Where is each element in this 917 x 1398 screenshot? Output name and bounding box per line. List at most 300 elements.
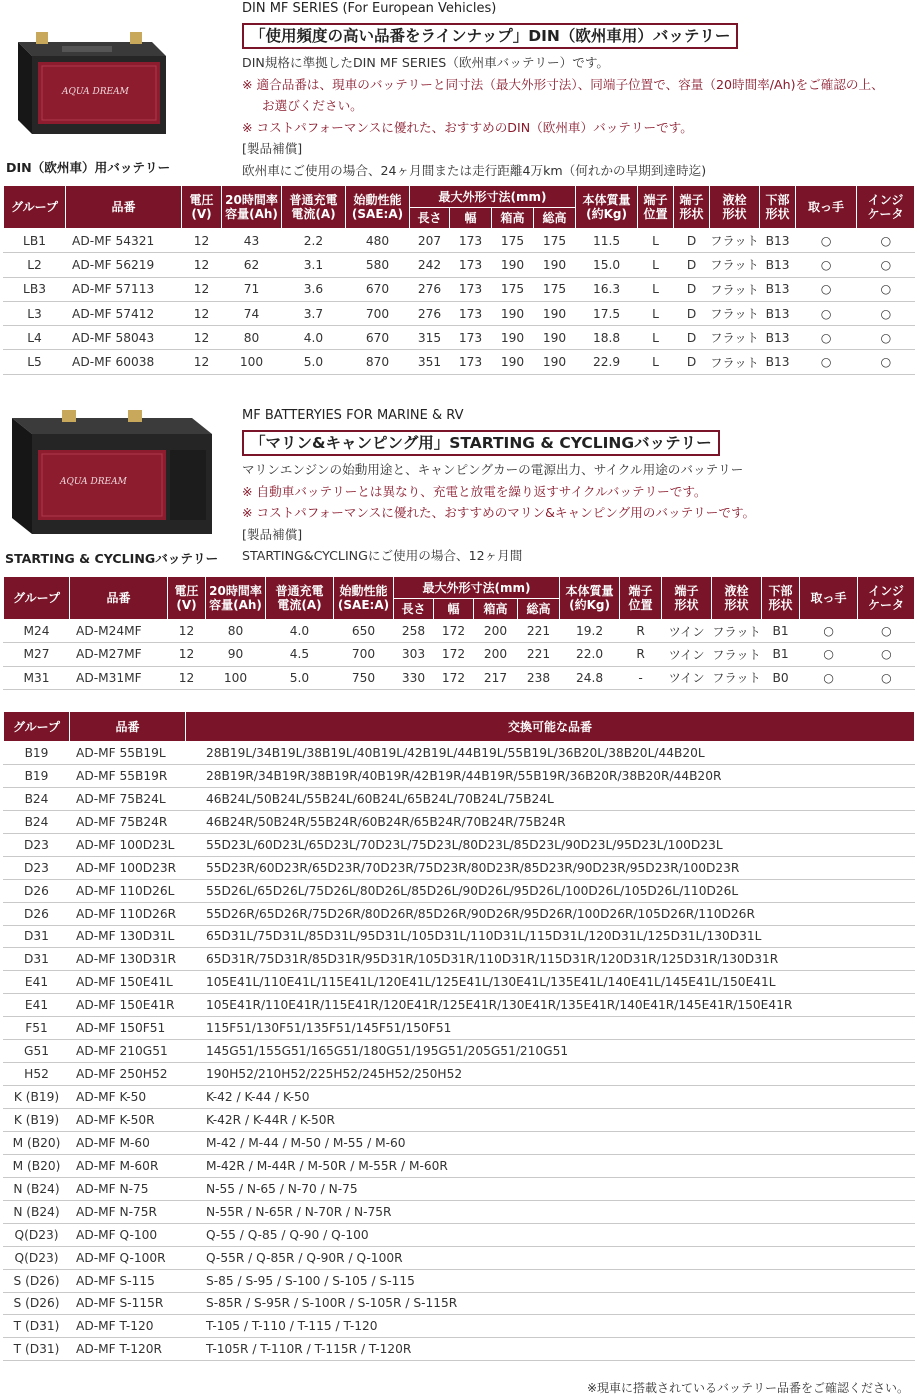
table-cell: B0 <box>762 666 800 689</box>
table-row <box>4 253 915 277</box>
table-row <box>4 1200 915 1223</box>
table-cell: D <box>674 253 710 277</box>
marine-intro <box>242 407 755 567</box>
table-cell: 5.0 <box>266 666 334 689</box>
table-cell: AD-MF K-50 <box>70 1086 186 1109</box>
table-row <box>4 1154 915 1177</box>
marine-series-title: MF BATTERYIES FOR MARINE & RV <box>242 408 464 423</box>
footer-note: ※現車に搭載されているバッテリー品番をご確認ください。 <box>586 1381 909 1395</box>
table-cell: AD-MF T-120 <box>70 1315 186 1338</box>
table-cell: 190 <box>534 253 576 277</box>
table-cell: 650 <box>334 620 394 643</box>
table-cell: 175 <box>492 229 534 253</box>
table-row <box>4 925 915 948</box>
table-cell: 19.2 <box>560 620 620 643</box>
table-cell: 190 <box>534 326 576 350</box>
table-row <box>4 1292 915 1315</box>
table-cell: AD-MF 57412 <box>66 301 182 325</box>
col-box-height: 箱高 <box>474 599 518 620</box>
din-battery-image <box>2 2 170 152</box>
table-cell: 173 <box>450 301 492 325</box>
table-cell: 3.6 <box>282 277 346 301</box>
table-cell: 5.0 <box>282 350 346 374</box>
table-cell: L <box>638 326 674 350</box>
table-cell: AD-MF S-115 <box>70 1269 186 1292</box>
table-cell: 172 <box>434 620 474 643</box>
col-indicator: インジ ケータ <box>858 577 915 620</box>
table-cell: AD-MF 75B24R <box>70 810 186 833</box>
table-cell: 65D31L/75D31L/85D31L/95D31L/105D31L/110D31L/115D31L/120D31L/125D31L/130D31L <box>186 925 915 948</box>
table-cell: ○ <box>858 666 915 689</box>
table-cell: 80 <box>206 620 266 643</box>
table-row <box>4 856 915 879</box>
col-dims: 最大外形寸法(mm) <box>394 577 560 599</box>
col-charge: 普通充電 電流(A) <box>266 577 334 620</box>
table-cell: H52 <box>4 1063 70 1086</box>
table-row <box>4 277 915 301</box>
table-cell: ○ <box>858 620 915 643</box>
table-cell: L <box>638 350 674 374</box>
table-cell: R <box>620 643 662 666</box>
table-cell: AD-M31MF <box>70 666 168 689</box>
table-cell: 4.0 <box>266 620 334 643</box>
table-cell: T (D31) <box>4 1315 70 1338</box>
table-cell: B24 <box>4 810 70 833</box>
table-cell: AD-M24MF <box>70 620 168 643</box>
col-length: 長さ <box>410 208 450 229</box>
table-cell: K (B19) <box>4 1086 70 1109</box>
table-cell: 11.5 <box>576 229 638 253</box>
table-cell: ○ <box>796 229 857 253</box>
table-cell: ○ <box>796 277 857 301</box>
table-cell: E41 <box>4 971 70 994</box>
table-row <box>4 1109 915 1132</box>
table-cell: ○ <box>796 253 857 277</box>
table-cell: K (B19) <box>4 1109 70 1132</box>
table-cell: L2 <box>4 253 66 277</box>
table-row <box>4 787 915 810</box>
table-cell: フラット <box>712 620 762 643</box>
table-cell: 173 <box>450 350 492 374</box>
table-cell: B1 <box>762 643 800 666</box>
table-cell: 17.5 <box>576 301 638 325</box>
table-cell: 65D31R/75D31R/85D31R/95D31R/105D31R/110D31R/115D31R/120D31R/125D31R/130D31R <box>186 948 915 971</box>
table-cell: B19 <box>4 742 70 765</box>
table-cell: 750 <box>334 666 394 689</box>
din-line: ※ コストパフォーマンスに優れた、おすすめのDIN（欧州車）バッテリーです。 <box>242 119 693 135</box>
table-cell: D23 <box>4 833 70 856</box>
table-cell: AD-MF N-75R <box>70 1200 186 1223</box>
table-cell: 4.5 <box>266 643 334 666</box>
table-cell: 175 <box>534 277 576 301</box>
table-cell: AD-MF 150E41R <box>70 994 186 1017</box>
table-cell: 190 <box>492 350 534 374</box>
col-dims: 最大外形寸法(mm) <box>410 186 576 208</box>
table-cell: Q-55R / Q-85R / Q-90R / Q-100R <box>186 1246 915 1269</box>
table-cell: G51 <box>4 1040 70 1063</box>
table-cell: 28B19L/34B19L/38B19L/40B19L/42B19L/44B19L/55B19L/36B20L/38B20L/44B20L <box>186 742 915 765</box>
table-cell: AD-MF M-60 <box>70 1131 186 1154</box>
compat-table <box>3 711 915 1361</box>
col-handle: 取っ手 <box>796 186 857 229</box>
table-cell: フラット <box>710 253 760 277</box>
col-box-height: 箱高 <box>492 208 534 229</box>
table-cell: F51 <box>4 1017 70 1040</box>
table-cell: B19 <box>4 764 70 787</box>
table-cell: K-42R / K-44R / K-50R <box>186 1109 915 1132</box>
table-row <box>4 1017 915 1040</box>
table-cell: 258 <box>394 620 434 643</box>
table-row <box>4 666 915 689</box>
table-cell: 276 <box>410 277 450 301</box>
col-group: グループ <box>4 577 70 620</box>
table-cell: 175 <box>492 277 534 301</box>
table-cell: 190 <box>492 301 534 325</box>
table-cell: 115F51/130F51/135F51/145F51/150F51 <box>186 1017 915 1040</box>
table-cell: 207 <box>410 229 450 253</box>
table-cell: - <box>620 666 662 689</box>
table-cell: 12 <box>182 350 222 374</box>
table-row <box>4 1063 915 1086</box>
table-cell: T-105R / T-110R / T-115R / T-120R <box>186 1338 915 1361</box>
table-cell: ツイン <box>662 666 712 689</box>
table-cell: 46B24R/50B24R/55B24R/60B24R/65B24R/70B24R/75B24R <box>186 810 915 833</box>
table-cell: B13 <box>760 301 796 325</box>
table-cell: 4.0 <box>282 326 346 350</box>
table-row <box>4 994 915 1017</box>
table-cell: AD-MF 110D26R <box>70 902 186 925</box>
table-cell: 303 <box>394 643 434 666</box>
table-row <box>4 833 915 856</box>
col-width: 幅 <box>450 208 492 229</box>
table-row <box>4 764 915 787</box>
table-cell: 22.0 <box>560 643 620 666</box>
table-row <box>4 1131 915 1154</box>
marine-battery-image <box>2 398 227 548</box>
table-cell: 12 <box>168 643 206 666</box>
col-voltage: 電圧 (V) <box>182 186 222 229</box>
col-model: 品番 <box>70 712 186 742</box>
table-cell: AD-MF T-120R <box>70 1338 186 1361</box>
table-cell: 43 <box>222 229 282 253</box>
table-cell: AD-MF 56219 <box>66 253 182 277</box>
table-cell: 175 <box>534 229 576 253</box>
table-cell: フラット <box>712 666 762 689</box>
table-cell: ○ <box>857 350 915 374</box>
table-cell: S (D26) <box>4 1269 70 1292</box>
table-row <box>4 1338 915 1361</box>
table-cell: AD-MF 54321 <box>66 229 182 253</box>
table-cell: 330 <box>394 666 434 689</box>
table-cell: ○ <box>800 643 858 666</box>
table-cell: D <box>674 229 710 253</box>
table-cell: L4 <box>4 326 66 350</box>
table-cell: M24 <box>4 620 70 643</box>
table-cell: ○ <box>796 326 857 350</box>
col-cca: 始動性能 (SAE:A) <box>346 186 410 229</box>
table-cell: AD-MF 100D23R <box>70 856 186 879</box>
table-cell: 190 <box>492 253 534 277</box>
table-cell: ○ <box>857 326 915 350</box>
table-cell: ツイン <box>662 620 712 643</box>
din-brand-text: AQUA DREAM <box>62 87 129 97</box>
table-cell: 276 <box>410 301 450 325</box>
table-cell: S-85 / S-95 / S-100 / S-105 / S-115 <box>186 1269 915 1292</box>
table-cell: Q-55 / Q-85 / Q-90 / Q-100 <box>186 1223 915 1246</box>
table-cell: E41 <box>4 994 70 1017</box>
table-cell: ○ <box>857 229 915 253</box>
col-terminal-shape: 端子 形状 <box>674 186 710 229</box>
table-cell: 55D26L/65D26L/75D26L/80D26L/85D26L/90D26L/95D26L/100D26L/105D26L/110D26L <box>186 879 915 902</box>
table-cell: ツイン <box>662 643 712 666</box>
table-cell: 12 <box>182 253 222 277</box>
table-cell: 46B24L/50B24L/55B24L/60B24L/65B24L/70B24L/75B24L <box>186 787 915 810</box>
table-cell: AD-MF N-75 <box>70 1177 186 1200</box>
table-cell: M31 <box>4 666 70 689</box>
table-row <box>4 301 915 325</box>
col-terminal-shape: 端子 形状 <box>662 577 712 620</box>
table-cell: K-42 / K-44 / K-50 <box>186 1086 915 1109</box>
table-cell: フラット <box>712 643 762 666</box>
table-cell: 172 <box>434 643 474 666</box>
col-base: 下部 形状 <box>760 186 796 229</box>
table-cell: 62 <box>222 253 282 277</box>
table-cell: B13 <box>760 253 796 277</box>
table-cell: 16.3 <box>576 277 638 301</box>
table-cell: 172 <box>434 666 474 689</box>
table-cell: N (B24) <box>4 1177 70 1200</box>
table-row <box>4 742 915 765</box>
table-cell: 242 <box>410 253 450 277</box>
table-row <box>4 948 915 971</box>
table-row <box>4 810 915 833</box>
table-row <box>4 1315 915 1338</box>
table-cell: 200 <box>474 620 518 643</box>
table-cell: 173 <box>450 253 492 277</box>
table-row <box>4 1177 915 1200</box>
table-cell: 80 <box>222 326 282 350</box>
table-cell: M (B20) <box>4 1131 70 1154</box>
table-cell: AD-MF 130D31R <box>70 948 186 971</box>
table-cell: 18.8 <box>576 326 638 350</box>
col-replaceable: 交換可能な品番 <box>186 712 915 742</box>
table-cell: 12 <box>182 229 222 253</box>
table-cell: 15.0 <box>576 253 638 277</box>
col-base: 下部 形状 <box>762 577 800 620</box>
table-row <box>4 1086 915 1109</box>
table-cell: B13 <box>760 277 796 301</box>
table-cell: 105E41R/110E41R/115E41R/120E41R/125E41R/130E41R/135E41R/140E41R/145E41R/150E41R <box>186 994 915 1017</box>
table-cell: AD-MF K-50R <box>70 1109 186 1132</box>
col-terminal-pos: 端子 位置 <box>620 577 662 620</box>
table-cell: AD-MF S-115R <box>70 1292 186 1315</box>
table-cell: D <box>674 277 710 301</box>
marine-line: マリンエンジンの始動用途と、キャンピングカーの電源出力、サイクル用途のバッテリー <box>242 462 744 477</box>
table-cell: D <box>674 350 710 374</box>
table-row <box>4 902 915 925</box>
table-cell: AD-MF 58043 <box>66 326 182 350</box>
table-row <box>4 1040 915 1063</box>
table-row <box>4 229 915 253</box>
table-cell: AD-MF Q-100R <box>70 1246 186 1269</box>
table-cell: 3.1 <box>282 253 346 277</box>
col-voltage: 電圧 (V) <box>168 577 206 620</box>
table-cell: S (D26) <box>4 1292 70 1315</box>
table-cell: B1 <box>762 620 800 643</box>
table-cell: ○ <box>800 620 858 643</box>
din-headline: 「使用頻度の高い品番をラインナップ」DIN（欧州車用）バッテリー <box>242 23 738 49</box>
table-cell: D <box>674 301 710 325</box>
table-row <box>4 620 915 643</box>
table-cell: 221 <box>518 643 560 666</box>
col-handle: 取っ手 <box>800 577 858 620</box>
table-cell: Q(D23) <box>4 1246 70 1269</box>
table-cell: AD-MF 250H52 <box>70 1063 186 1086</box>
col-width: 幅 <box>434 599 474 620</box>
table-cell: 870 <box>346 350 410 374</box>
table-cell: R <box>620 620 662 643</box>
table-cell: 12 <box>168 620 206 643</box>
table-cell: D31 <box>4 948 70 971</box>
din-line: 欧州車にご使用の場合、24ヶ月間または走行距離4万km（何れかの早期到達時迄) <box>242 162 707 178</box>
table-cell: AD-MF 210G51 <box>70 1040 186 1063</box>
table-cell: ○ <box>857 277 915 301</box>
table-cell: 480 <box>346 229 410 253</box>
table-cell: 90 <box>206 643 266 666</box>
table-cell: 173 <box>450 229 492 253</box>
din-line: お選びください。 <box>262 98 363 113</box>
table-cell: ○ <box>858 643 915 666</box>
table-cell: L5 <box>4 350 66 374</box>
col-length: 長さ <box>394 599 434 620</box>
col-cca: 始動性能 (SAE:A) <box>334 577 394 620</box>
table-row <box>4 971 915 994</box>
din-spec-table <box>3 185 915 375</box>
marine-line: ※ コストパフォーマンスに優れた、おすすめのマリン&キャンピング用のバッテリーです。 <box>242 505 756 520</box>
col-total-height: 総高 <box>518 599 560 620</box>
col-total-height: 総高 <box>534 208 576 229</box>
table-cell: 190 <box>534 301 576 325</box>
table-cell: 190 <box>492 326 534 350</box>
table-cell: B13 <box>760 350 796 374</box>
table-cell: フラット <box>710 350 760 374</box>
table-cell: D31 <box>4 925 70 948</box>
table-cell: L <box>638 301 674 325</box>
table-row <box>4 1269 915 1292</box>
table-cell: 700 <box>346 301 410 325</box>
table-cell: ○ <box>857 253 915 277</box>
table-row <box>4 350 915 374</box>
table-cell: AD-MF 100D23L <box>70 833 186 856</box>
table-cell: D <box>674 326 710 350</box>
table-cell: ○ <box>857 301 915 325</box>
col-model: 品番 <box>70 577 168 620</box>
marine-line: [製品補償] <box>242 526 303 542</box>
col-charge: 普通充電 電流(A) <box>282 186 346 229</box>
table-row <box>4 326 915 350</box>
marine-line: STARTING&CYCLINGにご使用の場合、12ヶ月間 <box>242 548 523 563</box>
table-cell: 3.7 <box>282 301 346 325</box>
col-plug: 液栓 形状 <box>712 577 762 620</box>
table-row <box>4 643 915 666</box>
col-capacity: 20時間率 容量(Ah) <box>206 577 266 620</box>
col-group: グループ <box>4 186 66 229</box>
table-cell: M-42R / M-44R / M-50R / M-55R / M-60R <box>186 1154 915 1177</box>
table-cell: 100 <box>206 666 266 689</box>
table-cell: AD-MF 75B24L <box>70 787 186 810</box>
table-cell: 2.2 <box>282 229 346 253</box>
col-plug: 液栓 形状 <box>710 186 760 229</box>
table-cell: 55D26R/65D26R/75D26R/80D26R/85D26R/90D26R/95D26R/100D26R/105D26R/110D26R <box>186 902 915 925</box>
table-cell: 580 <box>346 253 410 277</box>
table-cell: 100 <box>222 350 282 374</box>
table-cell: 24.8 <box>560 666 620 689</box>
table-cell: 315 <box>410 326 450 350</box>
table-cell: AD-MF 60038 <box>66 350 182 374</box>
marine-brand-text: AQUA DREAM <box>60 477 127 487</box>
table-cell: S-85R / S-95R / S-100R / S-105R / S-115R <box>186 1292 915 1315</box>
table-row <box>4 1246 915 1269</box>
col-group: グループ <box>4 712 70 742</box>
din-line: ※ 適合品番は、現車のバッテリーと同寸法（最大外形寸法）、同端子位置で、容量（20時間率/Ah)をご確認の上、 <box>242 76 884 92</box>
marine-line: ※ 自動車バッテリーとは異なり、充電と放電を繰り返すサイクルバッテリーです。 <box>242 483 707 499</box>
table-cell: AD-MF 55B19L <box>70 742 186 765</box>
table-cell: D23 <box>4 856 70 879</box>
table-cell: LB3 <box>4 277 66 301</box>
col-weight: 本体質量 (約Kg) <box>576 186 638 229</box>
table-cell: AD-MF M-60R <box>70 1154 186 1177</box>
table-cell: ○ <box>800 666 858 689</box>
table-cell: 190H52/210H52/225H52/245H52/250H52 <box>186 1063 915 1086</box>
table-cell: 74 <box>222 301 282 325</box>
table-cell: AD-MF 150E41L <box>70 971 186 994</box>
table-cell: D26 <box>4 902 70 925</box>
table-cell: 173 <box>450 277 492 301</box>
table-cell: N-55 / N-65 / N-70 / N-75 <box>186 1177 915 1200</box>
table-cell: T-105 / T-110 / T-115 / T-120 <box>186 1315 915 1338</box>
table-cell: 221 <box>518 620 560 643</box>
table-cell: フラット <box>710 326 760 350</box>
table-cell: B13 <box>760 326 796 350</box>
table-cell: 200 <box>474 643 518 666</box>
table-cell: N-55R / N-65R / N-70R / N-75R <box>186 1200 915 1223</box>
table-cell: 173 <box>450 326 492 350</box>
table-cell: フラット <box>710 229 760 253</box>
table-cell: 238 <box>518 666 560 689</box>
din-line: [製品補償] <box>242 141 303 156</box>
table-cell: 670 <box>346 326 410 350</box>
table-cell: M (B20) <box>4 1154 70 1177</box>
col-weight: 本体質量 (約Kg) <box>560 577 620 620</box>
table-cell: L <box>638 277 674 301</box>
table-cell: L <box>638 229 674 253</box>
table-cell: AD-MF 110D26L <box>70 879 186 902</box>
table-cell: 12 <box>168 666 206 689</box>
table-cell: L <box>638 253 674 277</box>
table-cell: AD-MF 150F51 <box>70 1017 186 1040</box>
table-cell: 145G51/155G51/165G51/180G51/195G51/205G51/210G51 <box>186 1040 915 1063</box>
table-cell: AD-MF 130D31L <box>70 925 186 948</box>
din-caption: DIN（欧州車）用バッテリー <box>6 160 171 175</box>
din-series-title: DIN MF SERIES (For European Vehicles) <box>242 1 497 16</box>
table-cell: L3 <box>4 301 66 325</box>
table-cell: 190 <box>534 350 576 374</box>
col-terminal-pos: 端子 位置 <box>638 186 674 229</box>
marine-caption: STARTING & CYCLINGバッテリー <box>5 551 219 566</box>
table-cell: 12 <box>182 277 222 301</box>
table-cell: 700 <box>334 643 394 666</box>
table-cell: B24 <box>4 787 70 810</box>
